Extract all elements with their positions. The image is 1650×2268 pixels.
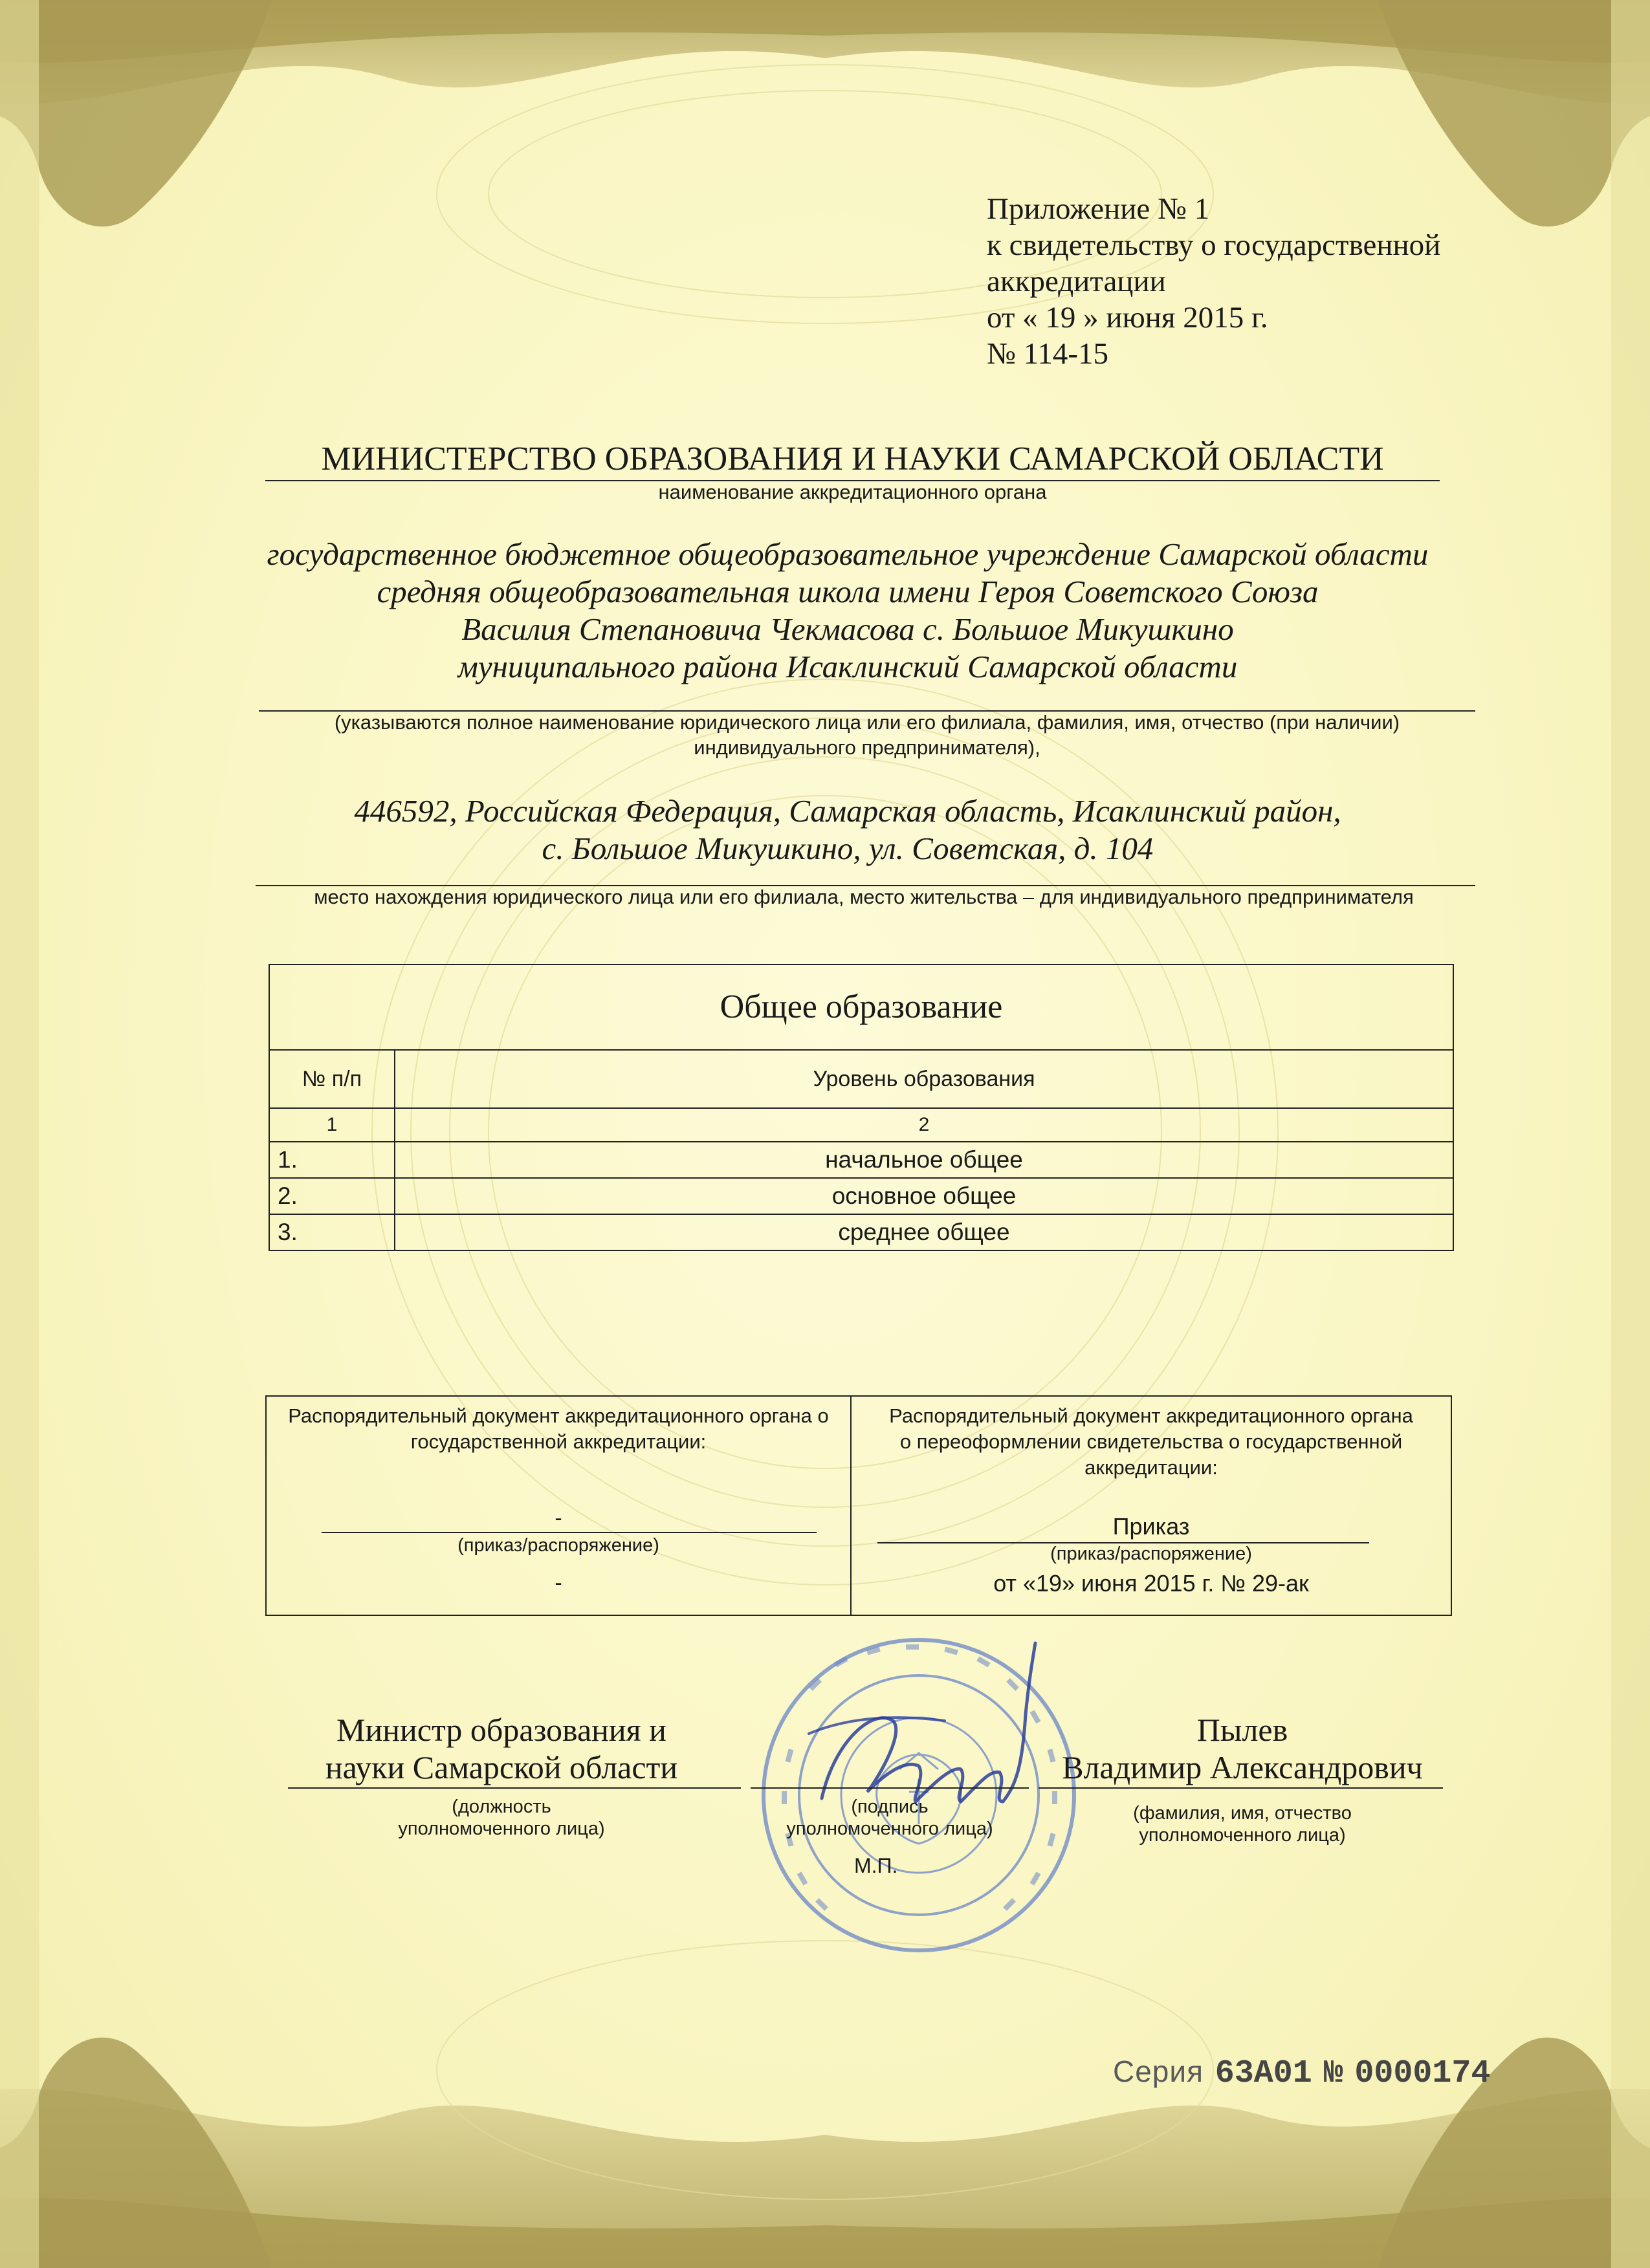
cell-title-line: Распорядительный документ аккредитационного органа о xyxy=(288,1404,829,1427)
blank-number: 0000174 xyxy=(1354,2055,1491,2092)
organization-caption xyxy=(259,710,1475,760)
order-date-value: от «19» июня 2015 г. № 29-ак xyxy=(993,1570,1309,1597)
signature-caption-line: (подпись xyxy=(851,1796,929,1817)
name-line: Пылев xyxy=(1196,1712,1288,1748)
organization-line: государственное бюджетное общеобразовательное учреждение Самарской области xyxy=(267,536,1429,572)
organization-caption-line: (указываются полное наименование юридического лица или его филиала, фамилия, имя, отчество (при наличии) xyxy=(334,711,1400,734)
signatory-name xyxy=(1035,1711,1449,1786)
row-level: начальное общее xyxy=(825,1146,1023,1173)
table-row xyxy=(270,1142,1453,1179)
stamp-place-mark: М.П. xyxy=(854,1854,898,1877)
order-date-value: - xyxy=(555,1571,562,1595)
order-type-underline xyxy=(322,1532,817,1533)
cell-title-line: Распорядительный документ аккредитационного органа xyxy=(889,1404,1413,1427)
table-row xyxy=(270,1179,1453,1215)
order-type-value: Приказ xyxy=(1112,1513,1190,1540)
name-underline xyxy=(1039,1787,1443,1789)
name-line: Владимир Александрович xyxy=(1062,1749,1423,1785)
table-header-row xyxy=(270,1051,1453,1109)
table-row xyxy=(270,1215,1453,1250)
row-level: основное общее xyxy=(831,1183,1017,1209)
appendix-number: Приложение № 1 xyxy=(987,192,1210,226)
appendix-date: от « 19 » июня 2015 г. xyxy=(987,301,1268,334)
administrative-documents-table xyxy=(265,1395,1452,1616)
column-header-level: Уровень образования xyxy=(813,1067,1035,1091)
appendix-subtitle: к свидетельству о государственной xyxy=(987,228,1441,262)
series-label: Серия xyxy=(1113,2055,1204,2088)
cell-title-line: аккредитации: xyxy=(1084,1456,1218,1479)
position-caption xyxy=(262,1796,741,1840)
signature-caption-line: уполномоченного лица) xyxy=(786,1818,993,1839)
reissue-order-cell xyxy=(852,1397,1451,1615)
education-levels-table xyxy=(269,964,1454,1251)
order-type-value: - xyxy=(555,1506,562,1531)
signature-underline xyxy=(751,1787,1029,1789)
column-index-number: 1 xyxy=(270,1109,395,1141)
row-level: среднее общее xyxy=(838,1219,1010,1245)
cell-title xyxy=(267,1403,850,1455)
number-label: № xyxy=(1323,2055,1343,2092)
address-line: 446592, Российская Федерация, Самарская область, Исаклинский район, xyxy=(354,793,1341,829)
name-caption xyxy=(1035,1802,1449,1846)
appendix-subtitle-cont: аккредитации xyxy=(987,265,1166,298)
position-line: Министр образования и xyxy=(336,1712,666,1748)
row-number: 1. xyxy=(270,1142,395,1177)
organization-line: средняя общеобразовательная школа имени Героя Советского Союза xyxy=(377,574,1319,609)
position-caption-line: (должность xyxy=(452,1796,551,1817)
order-type-caption: (приказ/распоряжение) xyxy=(457,1535,659,1556)
organization-address xyxy=(214,792,1482,867)
authority-name: МИНИСТЕРСТВО ОБРАЗОВАНИЯ И НАУКИ САМАРСКОЙ ОБЛАСТИ xyxy=(321,441,1384,477)
accreditation-order-cell xyxy=(267,1397,852,1615)
series-code: 63А01 xyxy=(1215,2055,1312,2092)
address-line: с. Большое Микушкино, ул. Советская, д. 104 xyxy=(542,831,1154,866)
column-header-number: № п/п xyxy=(270,1051,395,1107)
position-underline xyxy=(288,1787,741,1789)
order-type-caption: (приказ/распоряжение) xyxy=(1050,1543,1252,1564)
cell-title-line: государственной аккредитации: xyxy=(410,1430,707,1453)
cell-title xyxy=(852,1403,1451,1481)
organization-name xyxy=(214,536,1482,686)
blank-series-number xyxy=(1113,2054,1579,2092)
name-caption-line: (фамилия, имя, отчество xyxy=(1133,1803,1352,1824)
position-line: науки Самарской области xyxy=(325,1749,678,1785)
appendix-header xyxy=(987,191,1504,372)
name-caption-line: уполномоченного лица) xyxy=(1139,1825,1346,1846)
table-index-row xyxy=(270,1109,1453,1142)
appendix-reg-number: № 114-15 xyxy=(987,337,1108,371)
organization-line: Василия Степановича Чекмасова с. Большое Микушкино xyxy=(461,611,1234,647)
row-number: 3. xyxy=(270,1215,395,1250)
address-caption: место нахождения юридического лица или его филиала, место жительства – для индивидуального предпринимателя xyxy=(314,886,1414,908)
table-title: Общее образование xyxy=(270,965,1453,1051)
position-caption-line: уполномоченного лица) xyxy=(398,1818,605,1839)
organization-line: муниципального района Исаклинский Самарской области xyxy=(457,649,1238,684)
authority-caption: наименование аккредитационного органа xyxy=(658,481,1047,503)
column-index-level: 2 xyxy=(918,1114,930,1135)
cell-title-line: о переоформлении свидетельства о государственной xyxy=(899,1430,1403,1453)
signature-caption xyxy=(738,1796,1042,1840)
signatory-position xyxy=(262,1711,741,1786)
row-number: 2. xyxy=(270,1179,395,1214)
organization-caption-line: индивидуального предпринимателя), xyxy=(694,736,1040,759)
